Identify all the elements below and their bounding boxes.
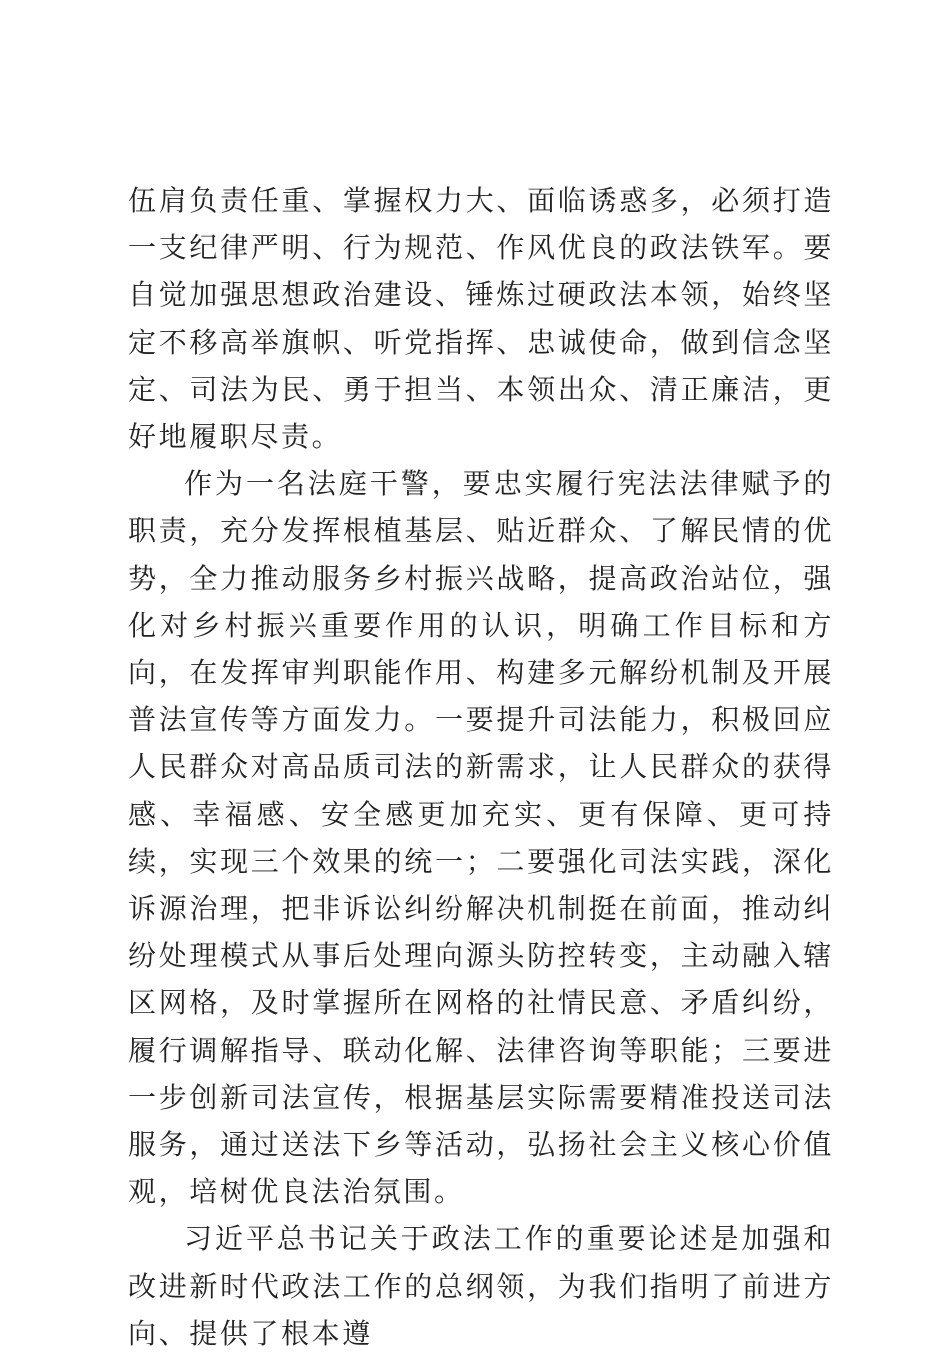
paragraph-court-officer-duties: 作为一名法庭干警，要忠实履行宪法法律赋予的职责，充分发挥根植基层、贴近群众、了解民情的优势，全力推动服务乡村振兴战略，提高政治站位，强化对乡村振兴重要作用的认识，明确工作目标和方向，在发挥审判职能作用、构建多元解纷机制及开展普法宣传等方面发力。一要提升司法能力，积极回应人民群众对高品质司法的新需求，让人民群众的获得感、幸福感、安全感更加充实、更有保障、更可持续，实现三个效果的统一；二要强化司法实践，深化诉源治理，把非诉讼纠纷解决机制挺在前面，推动纠纷处理模式从事后处理向源头防控转变，主动融入辖区网格，及时掌握所在网格的社情民意、矛盾纠纷，履行调解指导、联动化解、法律咨询等职能；三要进一步创新司法宣传，根据基层实际需要精准投送司法服务，通过送法下乡等活动，弘扬社会主义核心价值观，培树优良法治氛围。 xyxy=(128,467,834,1209)
paragraph-continuation: 伍肩负责任重、掌握权力大、面临诱惑多，必须打造一支纪律严明、行为规范、作风优良的政法铁军。要自觉加强思想政治建设、锤炼过硬政法本领，始终坚定不移高举旗帜、听党指挥、忠诚使命，做到信念坚定、司法为民、勇于担当、本领出众、清正廉洁，更好地履职尽责。 xyxy=(128,184,834,454)
paragraph-important-discourse: 习近平总书记关于政法工作的重要论述是加强和改进新时代政法工作的总纲领，为我们指明了前进方向、提供了根本遵 xyxy=(128,1222,834,1350)
body-text xyxy=(128,177,834,1357)
